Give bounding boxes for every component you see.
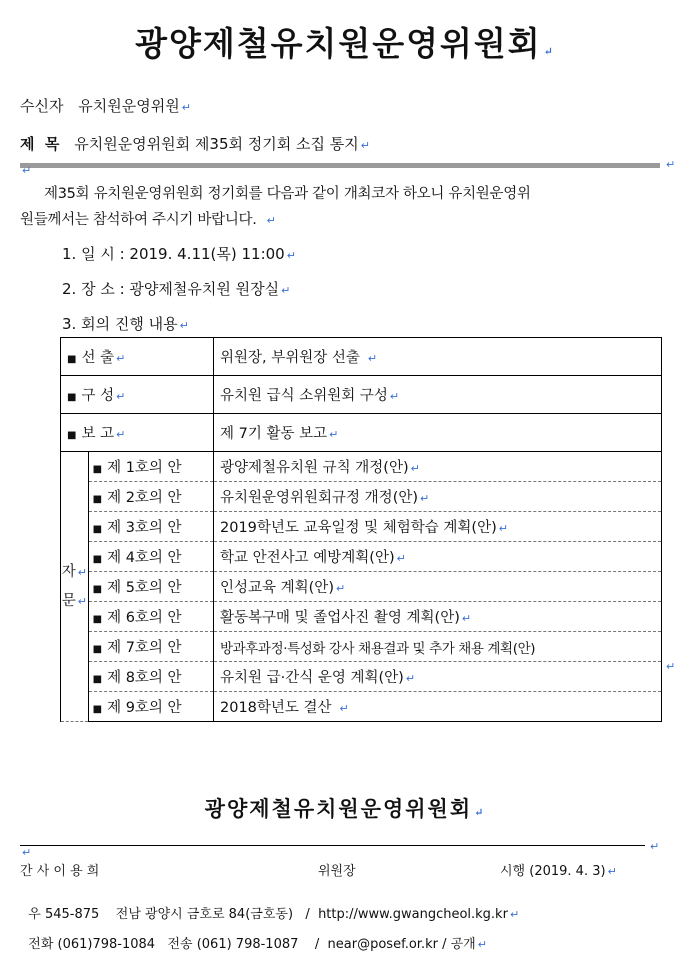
consult-item-label-cell: ■ 제 8호의 안: [88, 662, 213, 692]
consult-label-cell: [61, 452, 89, 722]
consult-item-content: 2019학년도 교육일정 및 체험학습 계획(안): [220, 520, 497, 536]
consult-row: [61, 572, 662, 602]
consult-item-content-cell: [214, 512, 662, 542]
footer-org: [0, 793, 690, 823]
recipient-value: 유치원운영위원: [78, 97, 180, 115]
consult-item-content-cell: [214, 692, 662, 722]
consult-row: [61, 512, 662, 542]
consult-item-content: 학교 안전사고 예방계획(안): [220, 550, 395, 566]
consult-item-label-cell: ■ 제 2호의 안: [88, 482, 213, 512]
consult-row: [61, 452, 662, 482]
consult-item-label-cell: ■ 제 5호의 안: [88, 572, 213, 602]
paragraph-mark: ↵: [116, 352, 126, 365]
consult-item-content: 광양제철유치원 규칙 개정(안): [220, 460, 409, 476]
agenda-content-cell: [214, 376, 662, 414]
paragraph-mark: ↵: [389, 390, 400, 403]
paragraph-mark: ↵: [477, 938, 487, 951]
consult-label-2: 문: [61, 592, 76, 609]
subject-label: 제 목: [20, 135, 60, 153]
paragraph-mark: ↵: [286, 249, 296, 262]
footer-chair: 위원장: [318, 864, 356, 879]
consult-item-label: 제 8호의 안: [107, 670, 182, 686]
consult-item-content-cell: [214, 602, 662, 632]
paragraph-mark: ↵: [179, 319, 189, 332]
consult-item-content-cell: [214, 632, 662, 662]
paragraph-mark: ↵: [360, 139, 370, 152]
agenda-label-cell: ■ 선 출 ↵: [61, 338, 214, 376]
paragraph-mark: ↵: [607, 865, 617, 878]
agenda-row: [61, 376, 662, 414]
footer-issued: [500, 860, 617, 879]
consult-item-label: 제 1호의 안: [107, 460, 182, 476]
consult-item-label: 제 4호의 안: [107, 550, 182, 566]
consult-item-content-cell: [214, 662, 662, 692]
footer-address-text: 우 545-875 전남 광양시 금호로 84(금호동) / http://www.gwangcheol.kg.kr: [28, 907, 508, 922]
paragraph-mark: ↵: [666, 158, 676, 171]
consult-row: [61, 482, 662, 512]
footer-contact-text: 전화 (061)798-1084 전송 (061) 798-1087 / near@posef.or.kr / 공개: [28, 937, 476, 952]
paragraph-mark: ↵: [22, 846, 32, 859]
consult-row: [61, 662, 662, 692]
paragraph-mark: ↵: [181, 101, 191, 114]
agenda-content: 제 7기 활동 보고: [220, 426, 328, 442]
item-agenda-heading-text: 3. 회의 진행 내용: [62, 315, 178, 333]
paragraph-mark: ↵: [339, 702, 349, 715]
paragraph-mark: ↵: [498, 522, 508, 535]
paragraph-mark: ↵: [509, 908, 520, 921]
agenda-content-cell: [214, 338, 662, 376]
paragraph-mark: ↵: [77, 565, 87, 579]
agenda-row: [61, 414, 662, 452]
document-title: [0, 18, 690, 65]
footer-rule: [20, 845, 645, 846]
consult-row: [61, 632, 662, 662]
paragraph-mark: ↵: [22, 164, 32, 177]
paragraph-mark: ↵: [116, 428, 126, 441]
consult-item-content: 활동복구매 및 졸업사진 촬영 계획(안): [220, 610, 460, 626]
consult-row: [61, 542, 662, 572]
consult-item-label: 제 2호의 안: [107, 490, 182, 506]
item-place-text: 2. 장 소 : 광양제철유치원 원장실: [62, 280, 280, 298]
consult-item-label-cell: ■ 제 4호의 안: [88, 542, 213, 572]
footer-issued-text: 시행 (2019. 4. 3): [500, 864, 606, 879]
recipient-label: 수신자: [20, 97, 64, 115]
paragraph-mark: ↵: [266, 214, 276, 227]
consult-item-content: 유치원운영위원회규정 개정(안): [220, 490, 419, 506]
header-rule: [20, 163, 660, 168]
body-line-2: [20, 208, 275, 229]
consult-item-label: 제 6호의 안: [107, 610, 182, 626]
paragraph-mark: ↵: [410, 462, 420, 475]
agenda-label-cell: ■ 보 고 ↵: [61, 414, 214, 452]
consult-item-label-cell: ■ 제 3호의 안: [88, 512, 213, 542]
agenda-label: 보 고: [81, 426, 115, 442]
consult-item-content-cell: [214, 542, 662, 572]
body-line-2-text: 원들께서는 참석하여 주시기 바랍니다.: [20, 212, 257, 228]
paragraph-mark: ↵: [116, 390, 126, 403]
consult-item-content: 방과후과정·특성화 강사 채용결과 및 추가 채용 계획(안): [220, 640, 536, 657]
consult-item-label: 제 7호의 안: [107, 640, 182, 656]
consult-item-content: 2018학년도 결산: [220, 700, 332, 716]
title-text: 광양제철유치원운영위원회: [135, 24, 542, 63]
footer-org-text: 광양제철유치원운영위원회: [204, 796, 473, 821]
paragraph-mark: ↵: [77, 594, 87, 608]
paragraph-mark: ↵: [650, 840, 660, 853]
agenda-row: [61, 338, 662, 376]
consult-item-content-cell: [214, 572, 662, 602]
paragraph-mark: ↵: [281, 284, 291, 297]
footer-address: [20, 888, 519, 922]
paragraph-mark: ↵: [405, 672, 416, 685]
consult-row: [61, 602, 662, 632]
recipient-line: [20, 95, 191, 116]
agenda-label: 선 출: [81, 350, 115, 366]
agenda-label: 구 성: [81, 388, 115, 404]
item-date-text: 1. 일 시 : 2019. 4.11(목) 11:00: [62, 245, 285, 263]
agenda-table: [60, 337, 662, 722]
consult-item-content-cell: [214, 452, 662, 482]
consult-item-label: 제 5호의 안: [107, 580, 182, 596]
body-line-1: 제35회 유치원운영위원회 정기회를 다음과 같이 개최코자 하오니 유치원운영위: [44, 186, 531, 202]
consult-item-label-cell: ■ 제 7호의 안: [88, 632, 213, 662]
paragraph-mark: ↵: [335, 582, 346, 595]
paragraph-mark: ↵: [666, 660, 676, 673]
consult-item-label-cell: ■ 제 1호의 안: [88, 452, 213, 482]
consult-label-1: 자: [61, 563, 76, 580]
item-date: [62, 243, 296, 264]
paragraph-mark: ↵: [396, 552, 406, 565]
item-agenda-heading: [62, 313, 189, 334]
paragraph-mark: ↵: [543, 45, 555, 58]
agenda-label-cell: ■ 구 성 ↵: [61, 376, 214, 414]
consult-item-content: 인성교육 계획(안): [220, 580, 334, 596]
paragraph-mark: ↵: [474, 806, 486, 819]
subject-value: 유치원운영위원회 제35회 정기회 소집 통지: [74, 135, 359, 153]
agenda-content: 유치원 급식 소위원회 구성: [220, 388, 388, 404]
paragraph-mark: ↵: [367, 352, 378, 365]
agenda-content-cell: [214, 414, 662, 452]
consult-item-label-cell: ■ 제 9호의 안: [88, 692, 213, 722]
consult-item-label: 제 9호의 안: [107, 700, 182, 716]
consult-row: [61, 692, 662, 722]
footer-contact: [20, 918, 487, 952]
footer-secretary: 간 사 이 용 희: [20, 864, 100, 879]
consult-item-label-cell: ■ 제 6호의 안: [88, 602, 213, 632]
paragraph-mark: ↵: [461, 612, 472, 625]
subject-line: [20, 133, 370, 154]
consult-item-content-cell: [214, 482, 662, 512]
item-place: [62, 278, 290, 299]
paragraph-mark: ↵: [420, 492, 430, 505]
agenda-content: 위원장, 부위원장 선출: [220, 350, 360, 366]
paragraph-mark: ↵: [329, 428, 339, 441]
consult-item-label: 제 3호의 안: [107, 520, 182, 536]
consult-item-content: 유치원 급·간식 운영 계획(안): [220, 670, 404, 686]
